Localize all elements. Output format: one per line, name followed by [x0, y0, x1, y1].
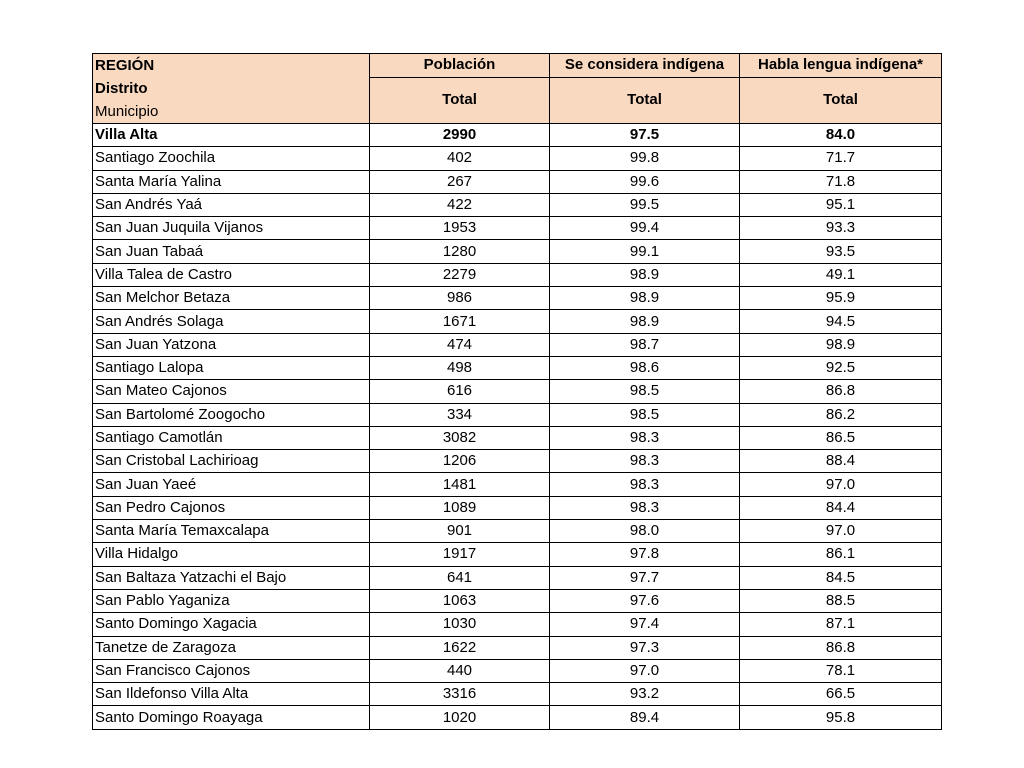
indigena-cell: 93.2: [550, 683, 740, 706]
municipality-name: Santa María Yalina: [93, 170, 370, 193]
table-row: [93, 589, 942, 612]
header-municipality-label: Municipio: [95, 103, 159, 120]
table-row: [93, 147, 942, 170]
header-region-cell: [93, 54, 370, 124]
header-col-poblacion: Población: [370, 54, 550, 78]
indigena-cell: 98.9: [550, 287, 740, 310]
municipality-name: Santiago Camotlán: [93, 426, 370, 449]
municipality-name: Tanetze de Zaragoza: [93, 636, 370, 659]
header-col-lengua: Habla lengua indígena*: [740, 54, 942, 78]
indigena-cell: 98.3: [550, 473, 740, 496]
municipality-name: San Andrés Solaga: [93, 310, 370, 333]
lengua-cell: 97.0: [740, 520, 942, 543]
lengua-cell: 71.8: [740, 170, 942, 193]
table-row: [93, 450, 942, 473]
municipality-name: San Juan Tabaá: [93, 240, 370, 263]
lengua-cell: 71.7: [740, 147, 942, 170]
municipality-name: Santiago Zoochila: [93, 147, 370, 170]
table-row: [93, 543, 942, 566]
poblacion-cell: 1917: [370, 543, 550, 566]
municipality-name: Santo Domingo Xagacia: [93, 613, 370, 636]
poblacion-cell: 1953: [370, 217, 550, 240]
indigena-cell: 99.1: [550, 240, 740, 263]
lengua-cell: 88.5: [740, 589, 942, 612]
poblacion-cell: 2279: [370, 263, 550, 286]
lengua-cell: 49.1: [740, 263, 942, 286]
municipality-name: San Baltaza Yatzachi el Bajo: [93, 566, 370, 589]
header-region-label: REGIÓN: [95, 57, 155, 74]
indigena-cell: 98.5: [550, 403, 740, 426]
indigena-cell: 97.8: [550, 543, 740, 566]
summary-indigena: 97.5: [550, 124, 740, 147]
poblacion-cell: 1030: [370, 613, 550, 636]
indigena-cell: 98.3: [550, 426, 740, 449]
poblacion-cell: 1671: [370, 310, 550, 333]
municipality-name: San Francisco Cajonos: [93, 659, 370, 682]
municipality-name: San Pedro Cajonos: [93, 496, 370, 519]
table-row: [93, 310, 942, 333]
poblacion-cell: 422: [370, 193, 550, 216]
lengua-cell: 86.8: [740, 636, 942, 659]
indigena-cell: 98.3: [550, 450, 740, 473]
table-row: [93, 403, 942, 426]
header-total-indigena: Total: [550, 77, 740, 123]
indigena-cell: 97.3: [550, 636, 740, 659]
poblacion-cell: 267: [370, 170, 550, 193]
table-row: [93, 263, 942, 286]
table-body: [93, 124, 942, 730]
header-col-indigena: Se considera indígena: [550, 54, 740, 78]
lengua-cell: 66.5: [740, 683, 942, 706]
header-row-top: [93, 54, 942, 78]
header-total-poblacion: Total: [370, 77, 550, 123]
poblacion-cell: 474: [370, 333, 550, 356]
table-row: [93, 426, 942, 449]
municipality-name: San Andrés Yaá: [93, 193, 370, 216]
lengua-cell: 93.5: [740, 240, 942, 263]
lengua-cell: 86.2: [740, 403, 942, 426]
indigena-cell: 89.4: [550, 706, 740, 729]
municipality-name: San Cristobal Lachirioag: [93, 450, 370, 473]
indigena-cell: 98.3: [550, 496, 740, 519]
summary-row: [93, 124, 942, 147]
indigena-cell: 98.7: [550, 333, 740, 356]
municipality-name: Santiago Lalopa: [93, 356, 370, 379]
table-row: [93, 356, 942, 379]
municipality-name: San Juan Yaeé: [93, 473, 370, 496]
municipality-name: Santo Domingo Roayaga: [93, 706, 370, 729]
poblacion-cell: 1206: [370, 450, 550, 473]
indigena-cell: 98.0: [550, 520, 740, 543]
table-row: [93, 659, 942, 682]
lengua-cell: 87.1: [740, 613, 942, 636]
poblacion-cell: 641: [370, 566, 550, 589]
municipality-name: San Juan Juquila Vijanos: [93, 217, 370, 240]
table-header: [93, 54, 942, 124]
municipality-name: San Melchor Betaza: [93, 287, 370, 310]
table-row: [93, 287, 942, 310]
lengua-cell: 86.8: [740, 380, 942, 403]
indigena-cell: 98.9: [550, 263, 740, 286]
poblacion-cell: 1280: [370, 240, 550, 263]
table-row: [93, 380, 942, 403]
table-row: [93, 473, 942, 496]
poblacion-cell: 1063: [370, 589, 550, 612]
poblacion-cell: 3082: [370, 426, 550, 449]
municipality-name: San Pablo Yaganiza: [93, 589, 370, 612]
summary-poblacion: 2990: [370, 124, 550, 147]
municipality-name: Santa María Temaxcalapa: [93, 520, 370, 543]
indigena-cell: 97.7: [550, 566, 740, 589]
lengua-cell: 97.0: [740, 473, 942, 496]
table-row: [93, 240, 942, 263]
municipality-name: San Mateo Cajonos: [93, 380, 370, 403]
lengua-cell: 88.4: [740, 450, 942, 473]
poblacion-cell: 1622: [370, 636, 550, 659]
table-row: [93, 706, 942, 729]
lengua-cell: 95.1: [740, 193, 942, 216]
poblacion-cell: 1089: [370, 496, 550, 519]
indigena-cell: 99.6: [550, 170, 740, 193]
lengua-cell: 86.1: [740, 543, 942, 566]
indigena-cell: 97.0: [550, 659, 740, 682]
table-row: [93, 193, 942, 216]
poblacion-cell: 3316: [370, 683, 550, 706]
lengua-cell: 95.9: [740, 287, 942, 310]
table-row: [93, 636, 942, 659]
poblacion-cell: 440: [370, 659, 550, 682]
table-row: [93, 613, 942, 636]
lengua-cell: 84.4: [740, 496, 942, 519]
lengua-cell: 84.5: [740, 566, 942, 589]
poblacion-cell: 334: [370, 403, 550, 426]
indigena-cell: 97.6: [550, 589, 740, 612]
summary-name: Villa Alta: [93, 124, 370, 147]
indigena-cell: 97.4: [550, 613, 740, 636]
indigena-cell: 99.5: [550, 193, 740, 216]
lengua-cell: 78.1: [740, 659, 942, 682]
indigena-cell: 99.4: [550, 217, 740, 240]
table-row: [93, 683, 942, 706]
indigena-cell: 98.6: [550, 356, 740, 379]
indigena-cell: 98.9: [550, 310, 740, 333]
lengua-cell: 95.8: [740, 706, 942, 729]
poblacion-cell: 986: [370, 287, 550, 310]
table-row: [93, 520, 942, 543]
lengua-cell: 94.5: [740, 310, 942, 333]
lengua-cell: 98.9: [740, 333, 942, 356]
table-row: [93, 170, 942, 193]
lengua-cell: 92.5: [740, 356, 942, 379]
poblacion-cell: 901: [370, 520, 550, 543]
header-district-label: Distrito: [95, 80, 148, 97]
poblacion-cell: 1020: [370, 706, 550, 729]
indigena-cell: 98.5: [550, 380, 740, 403]
table-row: [93, 566, 942, 589]
population-table: [92, 53, 942, 730]
table-row: [93, 333, 942, 356]
summary-lengua: 84.0: [740, 124, 942, 147]
poblacion-cell: 498: [370, 356, 550, 379]
poblacion-cell: 402: [370, 147, 550, 170]
poblacion-cell: 616: [370, 380, 550, 403]
poblacion-cell: 1481: [370, 473, 550, 496]
lengua-cell: 86.5: [740, 426, 942, 449]
municipality-name: San Bartolomé Zoogocho: [93, 403, 370, 426]
header-total-lengua: Total: [740, 77, 942, 123]
municipality-name: Villa Hidalgo: [93, 543, 370, 566]
municipality-name: San Ildefonso Villa Alta: [93, 683, 370, 706]
indigena-cell: 99.8: [550, 147, 740, 170]
table-row: [93, 496, 942, 519]
municipality-name: Villa Talea de Castro: [93, 263, 370, 286]
table-row: [93, 217, 942, 240]
lengua-cell: 93.3: [740, 217, 942, 240]
municipality-name: San Juan Yatzona: [93, 333, 370, 356]
